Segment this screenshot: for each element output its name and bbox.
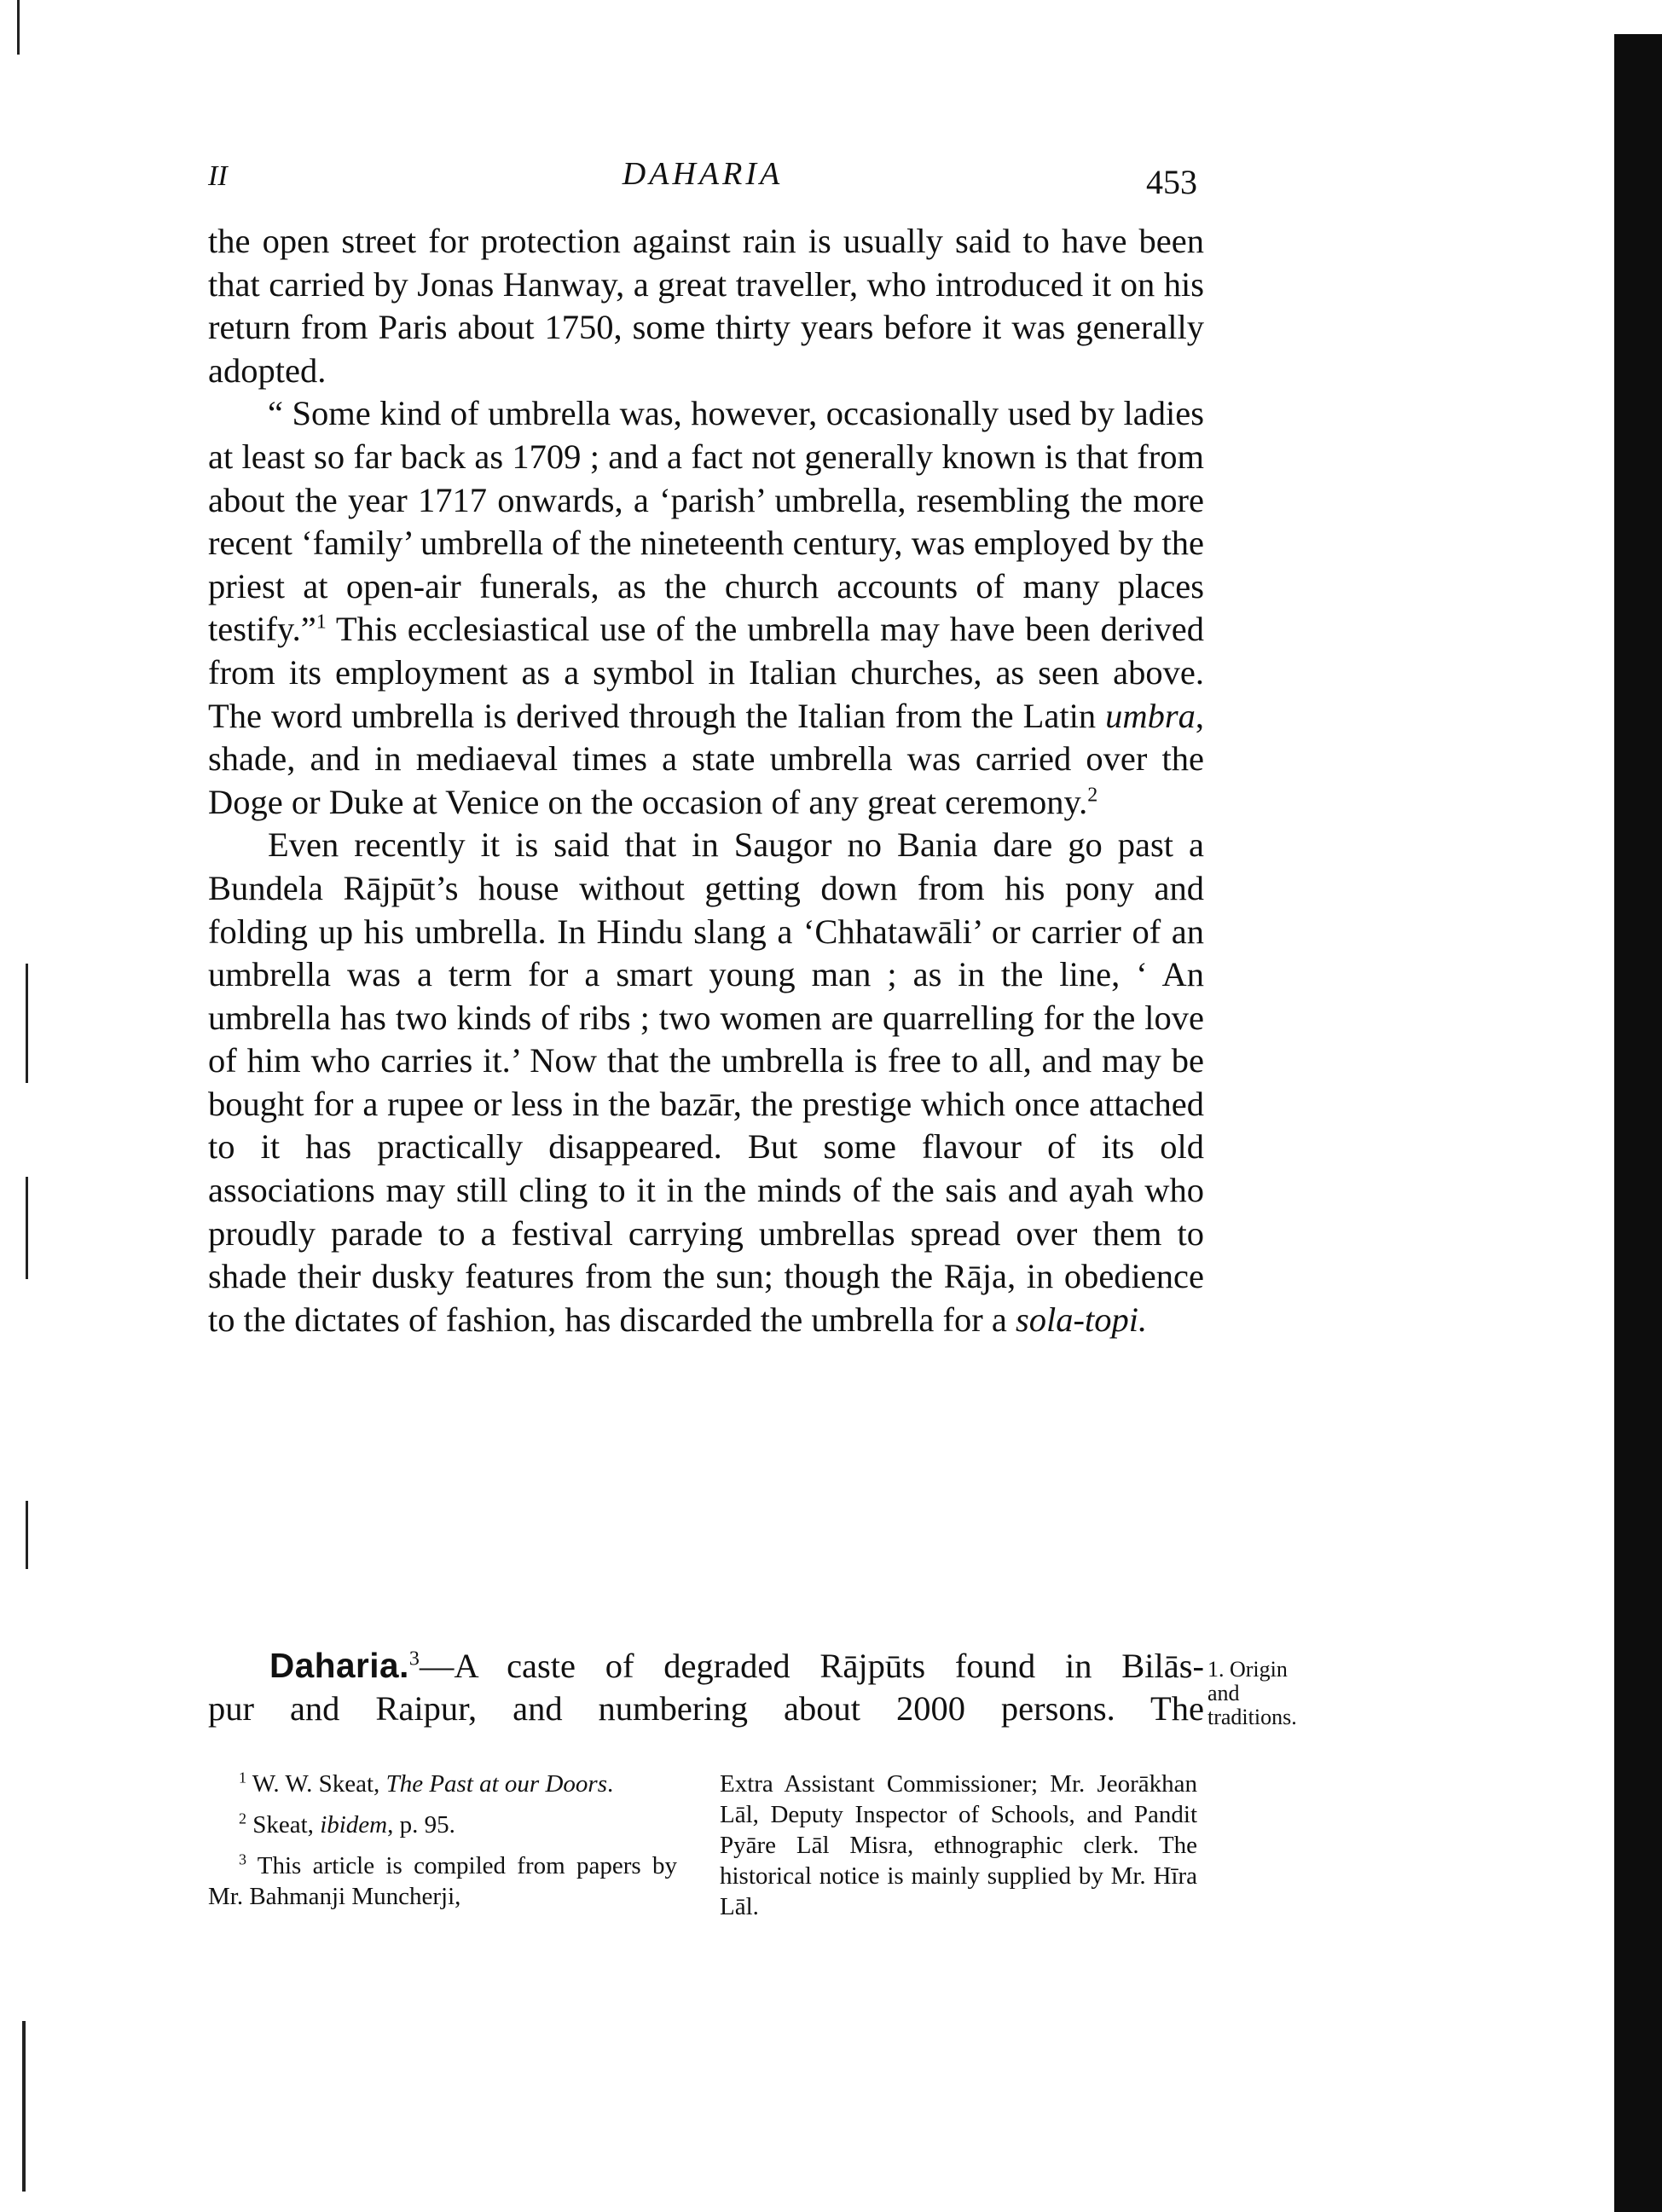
running-title: DAHARIA [622, 156, 784, 192]
footnotes-left-column [208, 1769, 677, 1922]
footnote-3-continued: Extra Assistant Commissioner; Mr. Jeorākhan Lāl, Deputy Inspector of Schools, and Pandit Pyāre Lāl Misra, ethnographic clerk. The historical notice is mainly supplied by Mr. Hīra Lāl. [720, 1770, 1197, 1920]
footnote-1-title: The Past at our Doors [385, 1770, 607, 1798]
margin-note-line-1: 1. Origin [1207, 1657, 1288, 1682]
footnote-1-end: . [606, 1770, 614, 1798]
scan-mark-left-1 [26, 964, 28, 1083]
margin-note-line-3: traditions. [1207, 1705, 1297, 1729]
scan-mark-left-3 [26, 1501, 28, 1569]
footnote-2-text: Skeat, [246, 1811, 321, 1839]
footnote-1-number: 1 [239, 1769, 246, 1786]
entry-daharia-line-1 [269, 1644, 1204, 1688]
scan-dark-edge [1614, 34, 1662, 2212]
page-number: 453 [1146, 163, 1197, 201]
page-header [208, 152, 1197, 203]
footnote-2-end: , p. 95. [387, 1811, 455, 1839]
footnote-ref-1: 1 [316, 611, 327, 634]
footnote-3 [208, 1850, 677, 1912]
paragraph-2-text: This ecclesiastical use of the umbrella may have been derived from its employment as a symbol in Italian churches, as seen above. The word umbrella is derived through the Italian from the Latin [208, 610, 1204, 735]
footnote-2 [208, 1810, 677, 1840]
paragraph-1: the open street for protection against rain is usually said to have been that carried by Jonas Hanway, a great traveller, who introduced it on his return from Paris about 1750, some thirty years before it was generally adopted. [208, 222, 1204, 390]
footnote-1-text: W. W. Skeat, [246, 1770, 386, 1798]
margin-note-line-2: and [1207, 1681, 1240, 1705]
word-sola-topi: sola-topi. [1015, 1300, 1148, 1339]
footnote-1 [208, 1769, 677, 1799]
footnote-3-text: This article is compiled from papers by Mr. Bahmanji Muncherji, [208, 1852, 677, 1910]
scan-mark-top [17, 0, 20, 55]
footnote-2-ibidem: ibidem [320, 1811, 388, 1839]
body-text [208, 220, 1204, 1341]
footnote-ref-2: 2 [1087, 784, 1098, 807]
scan-mark-left-4 [22, 2021, 26, 2192]
margin-note [1207, 1658, 1335, 1729]
paragraph-3-text: Even recently it is said that in Saugor no Bania dare go past a Bundela Rājpūt’s house without getting down from his pony and folding up his umbrella. In Hindu slang a ‘Chhatawāli’ or carrier of an umbrella was a term for a smart young man ; as in the line, ‘ An umbrella has two kinds of ribs ; two women are quarrelling for the love of him who carries it.’ Now that the umbrella is free to all, and may be bought for a rupee or less in the bazār, the prestige which once attached to it has practically disappeared. But some flavour of its old associations may still cling to it in the minds of the sais and ayah who proudly parade to a festival carrying umbrellas spread over them to shade their dusky features from the sun; though the Rāja, in obedience to the dictates of fashion, has discarded the umbrella for a [208, 825, 1204, 1339]
paragraph-2-quote: “ Some kind of umbrella was, however, occasionally used by ladies at least so far back as 1709 ; and a fact not generally known is that from about the year 1717 onwards, a ‘parish’ umbrella, resembling the more recent ‘family’ umbrella of the nineteenth century, was employed by the priest at open-air funerals, as the church accounts of many places testify.” [208, 394, 1204, 649]
footnotes-right-column [720, 1769, 1197, 1932]
footnote-3-number: 3 [239, 1850, 246, 1868]
paragraph-2-end: , shade, and in mediaeval times a state umbrella was carried over the Doge or Duke at Venice on the occasion of any great ceremony. [208, 696, 1204, 821]
footnote-ref-3: 3 [408, 1647, 420, 1671]
paragraph-2 [208, 392, 1204, 824]
word-umbra: umbra [1105, 696, 1196, 735]
entry-daharia-line-2: pur and Raipur, and numbering about 2000 persons. The [208, 1689, 1204, 1728]
entry-line-1-text: —A caste of degraded Rājpūts found in Bilās- [419, 1647, 1204, 1685]
paragraph-3 [208, 824, 1204, 1341]
running-head-marker: II [208, 160, 228, 192]
entry-headword: Daharia. [269, 1646, 409, 1685]
footnote-2-number: 2 [239, 1810, 246, 1827]
scan-mark-left-2 [26, 1177, 28, 1279]
